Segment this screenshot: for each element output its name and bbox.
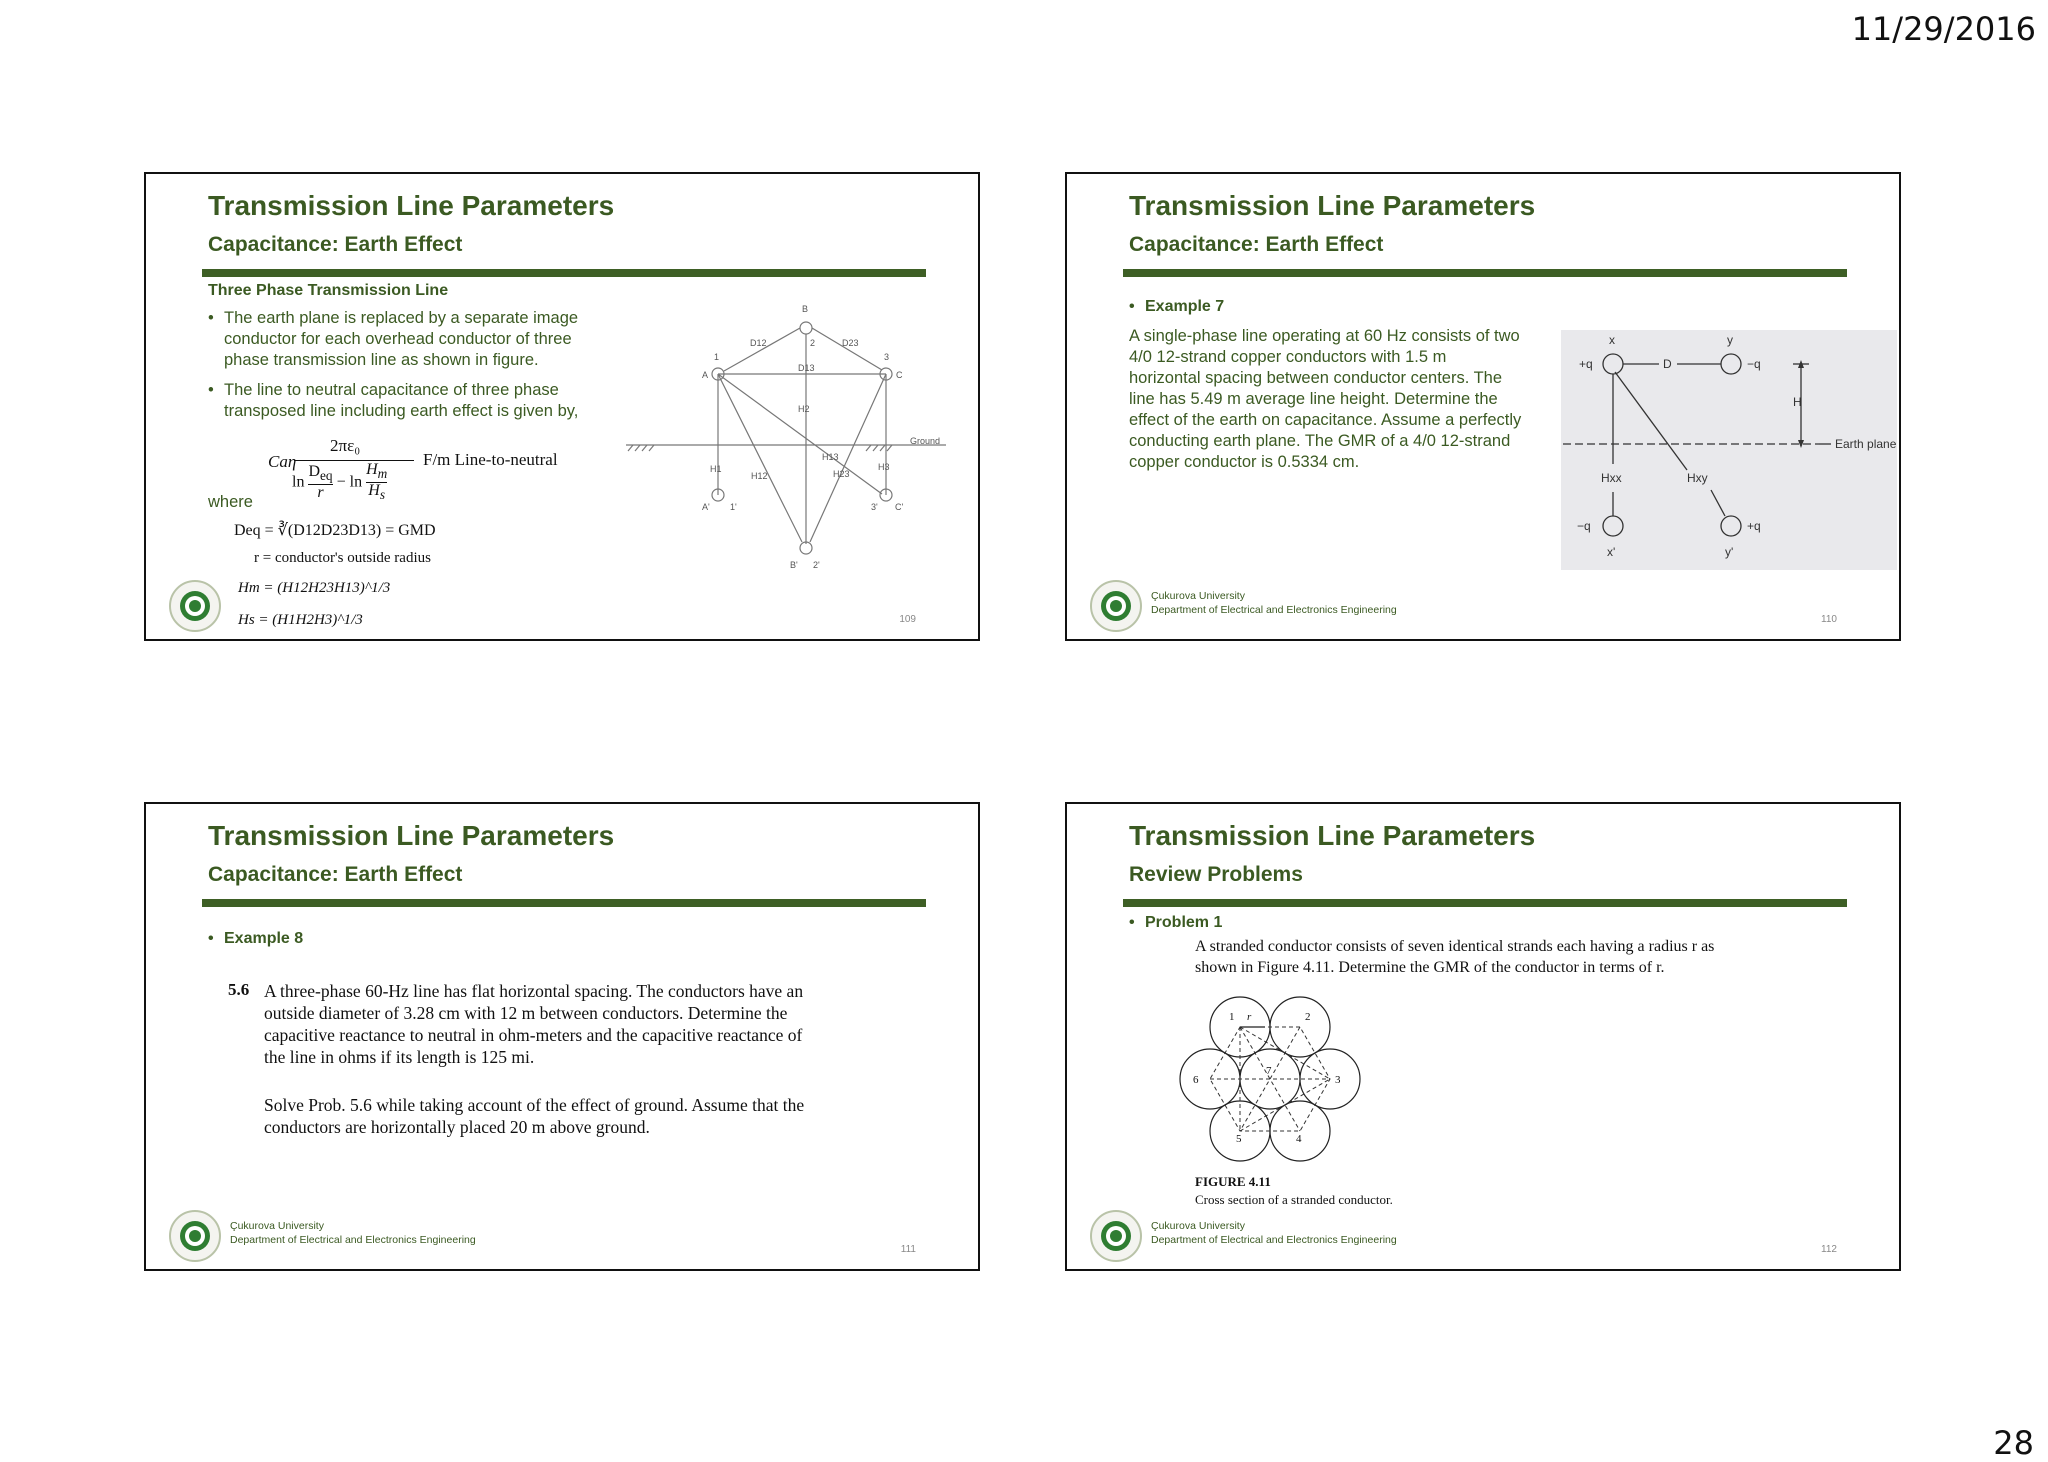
svg-text:B: B bbox=[802, 304, 809, 314]
slide-112 bbox=[1065, 802, 1901, 1271]
section-heading: Three Phase Transmission Line bbox=[208, 282, 449, 299]
slide-111 bbox=[144, 802, 980, 1271]
title-rule bbox=[1123, 899, 1847, 907]
title-rule bbox=[202, 269, 926, 277]
example-label: • Example 7 bbox=[1145, 296, 1224, 317]
svg-text:y: y bbox=[1727, 333, 1733, 347]
svg-text:−q: −q bbox=[1577, 519, 1591, 533]
svg-text:A: A bbox=[702, 370, 709, 380]
bullet-1: • The earth plane is replaced by a separate image conductor for each overhead conductor of three phase transmission line as shown in figure. bbox=[224, 308, 578, 371]
bullet-2: • The line to neutral capacitance of three phase transposed line including earth effect is given by, bbox=[224, 380, 578, 422]
svg-text:2: 2 bbox=[1305, 1011, 1311, 1023]
svg-text:x: x bbox=[1609, 333, 1615, 347]
svg-text:1': 1' bbox=[730, 502, 737, 512]
svg-text:1: 1 bbox=[714, 352, 720, 362]
slide-title: Transmission Line Parameters bbox=[208, 820, 615, 851]
r-definition: r = conductor's outside radius bbox=[254, 550, 431, 566]
where-label: where bbox=[208, 493, 253, 511]
hs-formula: Hs = (H1H2H3)^1/3 bbox=[238, 612, 363, 628]
university-footer: Çukurova University Department of Electrical and Electronics Engineering bbox=[1151, 1220, 1397, 1246]
svg-text:5: 5 bbox=[1236, 1133, 1242, 1145]
svg-text:+q: +q bbox=[1747, 519, 1761, 533]
svg-text:H13: H13 bbox=[822, 452, 839, 462]
svg-text:x': x' bbox=[1607, 545, 1616, 559]
slide-title: Transmission Line Parameters bbox=[1129, 190, 1536, 221]
svg-text:3': 3' bbox=[871, 502, 878, 512]
svg-text:Hxy: Hxy bbox=[1687, 471, 1708, 485]
slide-number: 109 bbox=[899, 614, 916, 625]
svg-text:2: 2 bbox=[810, 338, 816, 348]
university-footer: Çukurova University Department of Electrical and Electronics Engineering bbox=[230, 1220, 476, 1246]
solve-text: Solve Prob. 5.6 while taking account of the effect of ground. Assume that the conductors are horizontally placed 20 m above ground. bbox=[264, 1095, 805, 1137]
svg-text:3: 3 bbox=[1335, 1074, 1341, 1086]
problem-label: • Problem 1 bbox=[1145, 912, 1222, 933]
svg-text:7: 7 bbox=[1266, 1065, 1272, 1077]
svg-text:H3: H3 bbox=[878, 462, 890, 472]
university-footer: Çukurova University Department of Electrical and Electronics Engineering bbox=[1151, 590, 1397, 616]
svg-text:r: r bbox=[1247, 1011, 1252, 1023]
slide-number: 110 bbox=[1821, 614, 1837, 625]
problem-text: A three-phase 60-Hz line has flat horizontal spacing. The conductors have an outside diameter of 3.28 cm with 12 m between conductors. Determine the capacitive reactance to neutral in ohm-meters and the capacitive reactance of the line in ohms if its length is 125 mi. bbox=[264, 981, 804, 1067]
svg-text:H12: H12 bbox=[751, 471, 768, 481]
svg-text:D12: D12 bbox=[750, 338, 767, 348]
slide-title: Transmission Line Parameters bbox=[208, 190, 615, 221]
slide-title: Transmission Line Parameters bbox=[1129, 820, 1536, 851]
svg-text:D23: D23 bbox=[842, 338, 859, 348]
svg-text:H1: H1 bbox=[710, 464, 722, 474]
university-logo bbox=[168, 1209, 222, 1263]
svg-text:1: 1 bbox=[1229, 1011, 1235, 1023]
svg-text:Earth plane: Earth plane bbox=[1835, 437, 1897, 451]
svg-text:D13: D13 bbox=[798, 363, 815, 373]
slide-110 bbox=[1065, 172, 1901, 641]
slide-number: 111 bbox=[900, 1244, 916, 1255]
svg-text:Ground: Ground bbox=[910, 436, 941, 446]
page-date: 11/29/2016 bbox=[1851, 10, 2036, 48]
hm-formula: Hm = (H12H23H13)^1/3 bbox=[238, 580, 391, 596]
svg-text:C: C bbox=[896, 370, 903, 380]
svg-text:3: 3 bbox=[884, 352, 890, 362]
slide-subtitle: Capacitance: Earth Effect bbox=[208, 233, 463, 256]
svg-text:6: 6 bbox=[1193, 1074, 1199, 1086]
problem-text: A stranded conductor consists of seven identical strands each having a radius r as shown in Figure 4.11. Determine the GMR of the conductor in terms of r. bbox=[1195, 938, 1715, 976]
svg-text:A': A' bbox=[702, 502, 710, 512]
university-logo bbox=[1089, 579, 1143, 633]
page-number: 28 bbox=[1993, 1424, 2034, 1462]
slide-109: Transmission Line Parameters Capacitance: Earth Effect Three Phase Transmission Line • The earth plane is replaced by a separate image conductor for each overhead conductor of three phase transmission line as shown in figure. • The line to neutral capacitance of three phase transposed line including earth effect is given by, Caη 2πε₀ ln $D_{eq}$ r − ln $\frac{H_m}{H_s}$ F/m Line-to-neutral where Deq = ∛(D12D23D13) = GMD r = conductor's outside radius Hm = (H12H23H13)^1/3 Hs = (H1H2H3)^1/3 B 2 1 3 A C D12 D23 D13 H2 Ground H1 H12 H13 H23 H3 A' 1' 3' C' B' 2' 109 bbox=[144, 172, 980, 641]
svg-text:C': C' bbox=[895, 502, 904, 512]
svg-text:B': B' bbox=[790, 560, 798, 570]
slide-subtitle: Review Problems bbox=[1129, 863, 1303, 886]
problem-number: 5.6 bbox=[228, 980, 250, 999]
title-rule bbox=[202, 899, 926, 907]
slide-number: 112 bbox=[1821, 1244, 1837, 1255]
slide-subtitle: Capacitance: Earth Effect bbox=[1129, 233, 1384, 256]
stranded-conductor-figure bbox=[1175, 994, 1365, 1164]
image-conductors-figure bbox=[626, 294, 946, 584]
title-rule bbox=[1123, 269, 1847, 277]
svg-text:−q: −q bbox=[1747, 357, 1761, 371]
svg-text:2': 2' bbox=[813, 560, 820, 570]
deq-formula: Deq = ∛(D12D23D13) = GMD bbox=[234, 522, 436, 539]
svg-text:D: D bbox=[1663, 357, 1672, 371]
svg-text:H23: H23 bbox=[833, 469, 850, 479]
figure-description: Cross section of a stranded conductor. bbox=[1195, 1192, 1393, 1207]
example-body: A single-phase line operating at 60 Hz consists of two 4/0 12-strand copper conductors with 1.5 m horizontal spacing between conductor centers. The line has 5.49 m average line height. Determine the effect of the earth on capacitance. Assume a perfectly conducting earth plane. The GMR of a 4/0 12-strand copper conductor is 0.5334 cm. bbox=[1129, 327, 1522, 471]
university-logo bbox=[168, 579, 222, 633]
svg-text:y': y' bbox=[1725, 545, 1734, 559]
university-logo bbox=[1089, 1209, 1143, 1263]
svg-text:Hxx: Hxx bbox=[1601, 471, 1622, 485]
svg-text:4: 4 bbox=[1296, 1133, 1302, 1145]
svg-text:H2: H2 bbox=[798, 404, 810, 414]
example-label: • Example 8 bbox=[224, 928, 303, 949]
svg-text:+q: +q bbox=[1579, 357, 1593, 371]
slide-subtitle: Capacitance: Earth Effect bbox=[208, 863, 463, 886]
svg-text:H: H bbox=[1793, 395, 1802, 409]
earth-image-figure bbox=[1561, 330, 1897, 570]
figure-caption: FIGURE 4.11 bbox=[1195, 1174, 1271, 1189]
